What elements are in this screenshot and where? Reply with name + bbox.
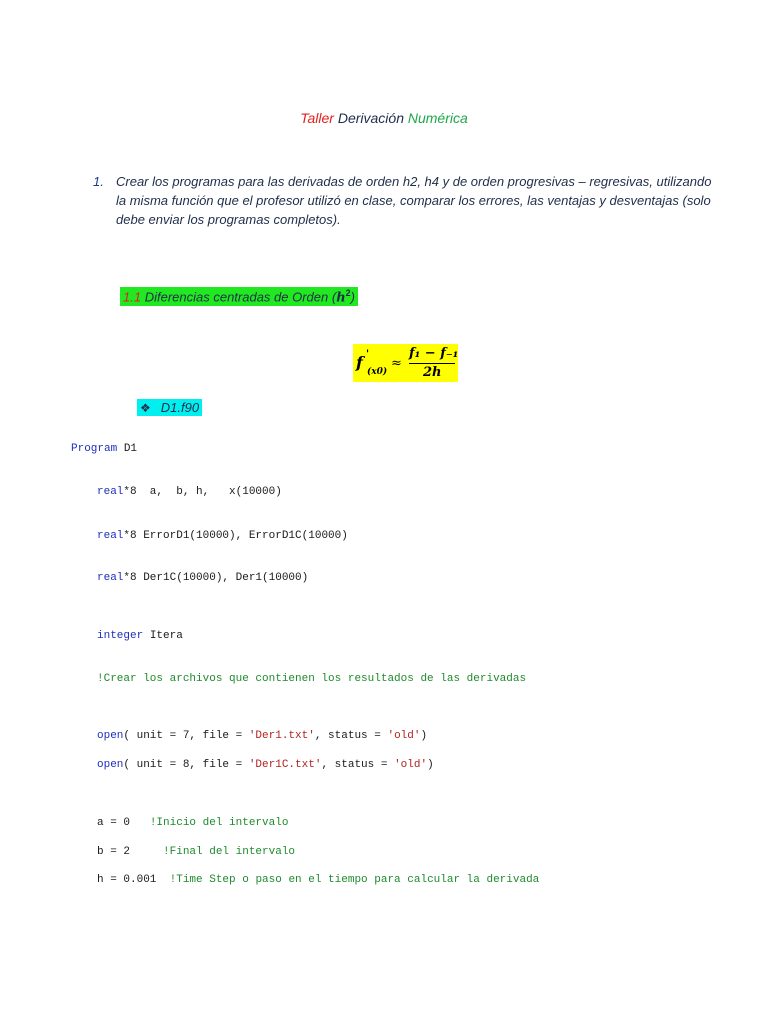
code-text: *8 Der1C(10000), Der1(10000) bbox=[123, 572, 309, 584]
code-string: 'Der1.txt' bbox=[248, 730, 315, 742]
code-comment: !Final del intervalo bbox=[163, 846, 296, 858]
derivative-formula bbox=[353, 344, 458, 382]
code-line-decl2 bbox=[97, 530, 348, 542]
code-comment: !Inicio del intervalo bbox=[149, 817, 289, 829]
title-word-derivacion: Derivación bbox=[337, 110, 404, 126]
code-keyword: open bbox=[97, 730, 124, 742]
code-text: ) bbox=[427, 759, 434, 771]
code-keyword: open bbox=[97, 759, 124, 771]
fraction-bar bbox=[409, 363, 455, 364]
formula-numerator: f₁ − f₋₁ bbox=[409, 346, 459, 361]
formula-denominator: 2h bbox=[423, 365, 442, 380]
formula-lhs: f bbox=[356, 353, 363, 372]
code-text: ( unit = 8, file = bbox=[123, 759, 249, 771]
section-close: ) bbox=[350, 289, 355, 305]
code-line-a bbox=[97, 817, 288, 829]
item-number: 1. bbox=[93, 174, 104, 189]
section-heading-1-1 bbox=[120, 287, 358, 306]
code-string: 'old' bbox=[394, 759, 428, 771]
code-text: h = 0.001 bbox=[97, 874, 170, 886]
code-text: D1 bbox=[117, 443, 138, 455]
code-text: b = 2 bbox=[97, 846, 164, 858]
file-name: D1.f90 bbox=[160, 400, 200, 415]
code-text: ) bbox=[420, 730, 428, 742]
section-title: Diferencias centradas de Orden ( bbox=[144, 289, 337, 305]
formula-approx: ≈ bbox=[391, 356, 402, 371]
code-line-h bbox=[97, 874, 539, 886]
code-comment: !Time Step o paso en el tiempo para calcular la derivada bbox=[169, 874, 540, 886]
title-word-taller: Taller bbox=[300, 110, 334, 126]
code-line-open2 bbox=[97, 759, 434, 771]
section-var: h bbox=[336, 290, 346, 306]
code-text: ( unit = 7, file = bbox=[123, 730, 249, 742]
title-word-numerica: Numérica bbox=[407, 110, 468, 126]
formula-prime: ' bbox=[366, 349, 370, 360]
code-keyword: real bbox=[97, 530, 124, 542]
code-keyword: real bbox=[97, 572, 124, 584]
code-text: , status = bbox=[321, 759, 395, 771]
code-text: Itera bbox=[143, 630, 183, 642]
code-line-decl1 bbox=[97, 486, 282, 498]
code-line-open1 bbox=[97, 730, 427, 742]
code-line-b bbox=[97, 846, 295, 858]
section-number: 1.1 bbox=[123, 289, 142, 305]
file-label bbox=[137, 399, 202, 416]
code-text: *8 ErrorD1(10000), ErrorD1C(10000) bbox=[123, 530, 348, 542]
code-string: 'Der1C.txt' bbox=[248, 759, 322, 771]
code-keyword: integer bbox=[97, 630, 144, 642]
formula-subscript: (x0) bbox=[367, 367, 388, 377]
code-keyword: real bbox=[97, 486, 124, 498]
code-text: , status = bbox=[314, 730, 388, 742]
code-line-decl3 bbox=[97, 572, 308, 584]
code-line-program bbox=[71, 443, 137, 455]
code-keyword: Program bbox=[71, 443, 118, 455]
code-text: a = 0 bbox=[97, 817, 150, 829]
document-title bbox=[0, 110, 768, 126]
code-string: 'old' bbox=[387, 730, 421, 742]
item-text: Crear los programas para las derivadas de orden h2, h4 y de orden progresivas – regresivas, utilizando la misma función que el profesor utilizó en clase, comparar los errores, las ventajas y desventajas (solo debe enviar los programas completos). bbox=[116, 174, 712, 227]
diamond-bullet-icon: ❖ bbox=[140, 401, 151, 415]
code-text: *8 a, b, h, x(10000) bbox=[123, 486, 282, 498]
code-line-integer bbox=[97, 630, 183, 642]
section-exp: 2 bbox=[345, 288, 351, 298]
code-line-comment: !Crear los archivos que contienen los resultados de las derivadas bbox=[97, 673, 527, 685]
